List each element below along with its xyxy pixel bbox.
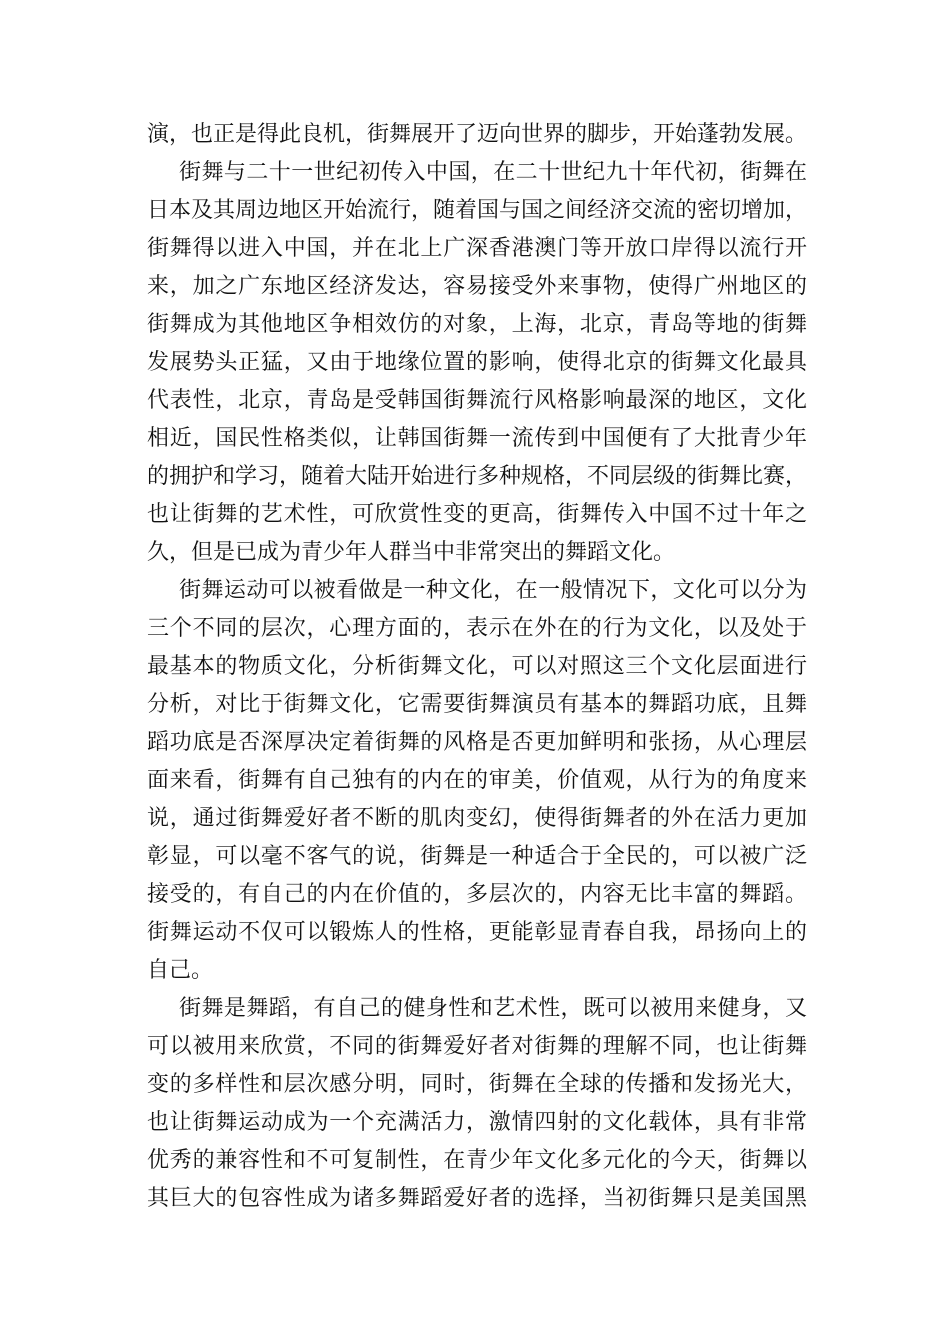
text-line: 相近，国民性格类似，让韩国街舞一流传到中国便有了大批青少年 [147,426,807,451]
text-line: 最基本的物质文化，分析街舞文化，可以对照这三个文化层面进行 [147,654,807,679]
text-line: 演，也正是得此良机，街舞展开了迈向世界的脚步，开始蓬勃发展。 [147,122,807,147]
text-line: 三个不同的层次，心理方面的，表示在外在的行为文化，以及处于 [147,616,807,641]
text-line: 日本及其周边地区开始流行，随着国与国之间经济交流的密切增加， [147,198,807,223]
body-text [147,116,807,1218]
text-line: 彰显，可以毫不客气的说，街舞是一种适合于全民的，可以被广泛 [147,844,807,869]
text-line: 可以被用来欣赏，不同的街舞爱好者对街舞的理解不同，也让街舞 [147,1034,807,1059]
text-line: 街舞成为其他地区争相效仿的对象，上海，北京，青岛等地的街舞 [147,312,807,337]
text-line: 来，加之广东地区经济发达，容易接受外来事物，使得广州地区的 [147,274,807,299]
text-line: 久，但是已成为青少年人群当中非常突出的舞蹈文化。 [147,540,676,565]
text-line: 分析，对比于街舞文化，它需要街舞演员有基本的舞蹈功底，且舞 [147,692,807,717]
text-line: 也让街舞的艺术性，可欣赏性变的更高，街舞传入中国不过十年之 [147,502,807,527]
text-line: 街舞运动可以被看做是一种文化，在一般情况下，文化可以分为 [179,578,807,603]
text-line: 说，通过街舞爱好者不断的肌肉变幻，使得街舞者的外在活力更加 [147,806,807,831]
text-line: 的拥护和学习，随着大陆开始进行多种规格，不同层级的街舞比赛， [147,464,807,489]
text-line: 街舞是舞蹈，有自己的健身性和艺术性，既可以被用来健身，又 [179,996,807,1021]
text-line: 优秀的兼容性和不可复制性，在青少年文化多元化的今天，街舞以 [147,1148,807,1173]
text-line: 街舞得以进入中国，并在北上广深香港澳门等开放口岸得以流行开 [147,236,807,261]
text-line: 街舞运动不仅可以锻炼人的性格，更能彰显青春自我，昂扬向上的 [147,920,807,945]
text-line: 其巨大的包容性成为诸多舞蹈爱好者的选择，当初街舞只是美国黑 [147,1186,807,1211]
text-line: 代表性，北京，青岛是受韩国街舞流行风格影响最深的地区，文化 [147,388,807,413]
text-line: 接受的，有自己的内在价值的，多层次的，内容无比丰富的舞蹈。 [147,882,807,907]
text-line: 发展势头正猛，又由于地缘位置的影响，使得北京的街舞文化最具 [147,350,807,375]
text-line: 变的多样性和层次感分明，同时，街舞在全球的传播和发扬光大， [147,1072,807,1097]
text-line: 街舞与二十一世纪初传入中国，在二十世纪九十年代初，街舞在 [179,160,807,185]
text-line: 也让街舞运动成为一个充满活力，激情四射的文化载体，具有非常 [147,1110,807,1135]
text-line: 自己。 [147,958,214,983]
text-line: 蹈功底是否深厚决定着街舞的风格是否更加鲜明和张扬，从心理层 [147,730,807,755]
text-line: 面来看，街舞有自己独有的内在的审美，价值观，从行为的角度来 [147,768,807,793]
